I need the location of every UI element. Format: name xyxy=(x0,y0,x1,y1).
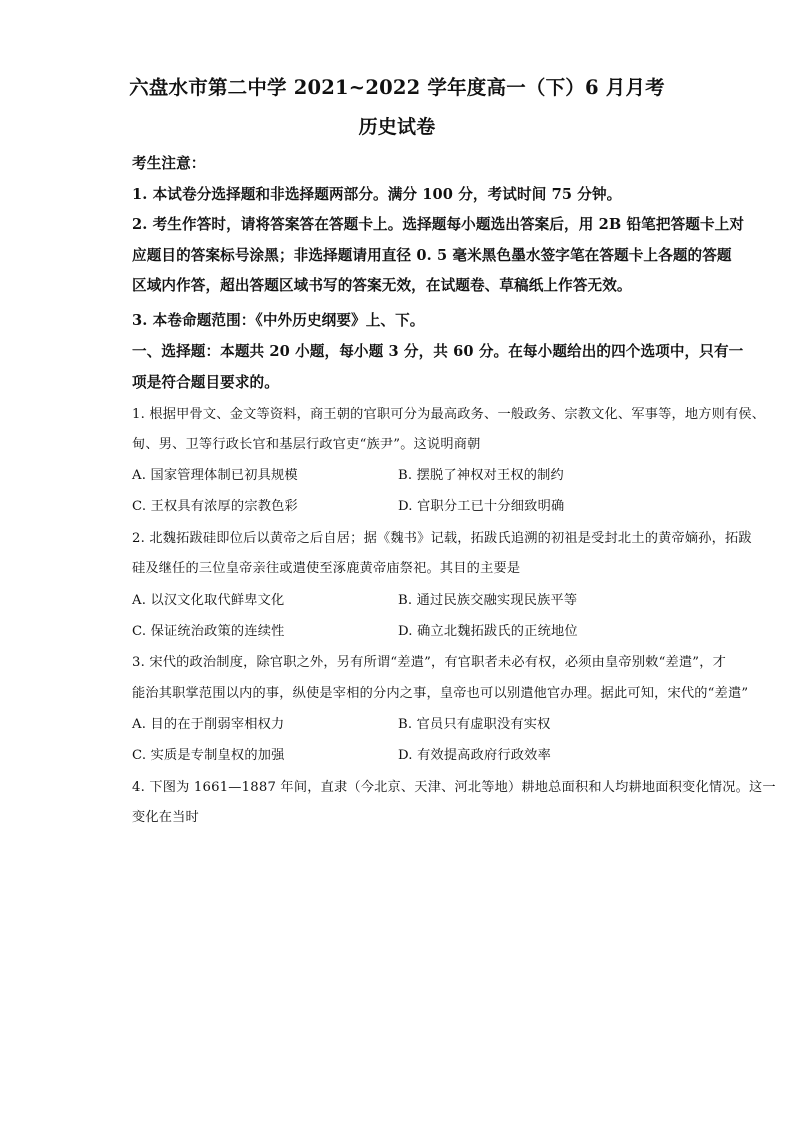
question-2-line-1: 2. 北魏拓跋硅即位后以黄帝之后自居；据《魏书》记载，拓跋氏追溯的初祖是受封北土的黄帝嫡孙，拓跋 xyxy=(132,531,752,546)
notice-line-5: 3. 本卷命题范围：《中外历史纲要》上、下。 xyxy=(132,312,425,329)
section-heading-line-2: 项是符合题目要求的。 xyxy=(132,374,279,391)
question-2-option-c: C. 保证统治政策的连续性 xyxy=(132,624,285,639)
question-1-option-b: B. 摆脱了神权对王权的制约 xyxy=(398,468,564,483)
question-3-option-d: D. 有效提高政府行政效率 xyxy=(398,748,551,763)
question-1-option-c: C. 王权具有浓厚的宗教色彩 xyxy=(132,499,298,514)
question-3-line-2: 能治其职掌范围以内的事，纵使是宰相的分内之事，皇帝也可以别遣他官办理。据此可知，宋代的“差遣” xyxy=(132,686,749,701)
question-1-option-a: A. 国家管理体制已初具规模 xyxy=(132,468,298,483)
question-1-line-1: 1. 根据甲骨文、金文等资料，商王朝的官职可分为最高政务、一般政务、宗教文化、军事等，地方则有侯、 xyxy=(132,407,766,422)
question-1-line-2: 甸、男、卫等行政长官和基层行政官吏“族尹”。这说明商朝 xyxy=(132,437,481,452)
notice-heading: 考生注意： xyxy=(132,155,206,172)
exam-title: 六盘水市第二中学 2021~2022 学年度高一（下）6 月月考 xyxy=(129,76,665,99)
question-2-option-d: D. 确立北魏拓跋氏的正统地位 xyxy=(398,624,578,639)
question-3-option-b: B. 官员只有虚职没有实权 xyxy=(398,717,551,732)
question-2-option-a: A. 以汉文化取代鲜卑文化 xyxy=(132,593,285,608)
exam-subtitle: 历史试卷 xyxy=(358,116,436,138)
question-2-option-b: B. 通过民族交融实现民族平等 xyxy=(398,593,578,608)
question-4-line-2: 变化在当时 xyxy=(132,810,199,825)
question-4-line-1: 4. 下图为 1661—1887 年间，直隶（今北京、天津、河北等地）耕地总面积和人均耕地面积变化情况。这一 xyxy=(132,780,776,795)
question-3-line-1: 3. 宋代的政治制度，除官职之外，另有所谓“差遣”，有官职者未必有权，必须由皇帝别敕“差遣”，才 xyxy=(132,655,727,670)
question-2-line-2: 硅及继任的三位皇帝亲往或遣使至涿鹿黄帝庙祭祀。其目的主要是 xyxy=(132,561,521,576)
notice-line-1: 1. 本试卷分选择题和非选择题两部分。满分 100 分，考试时间 75 分钟。 xyxy=(132,186,622,203)
notice-line-2: 2. 考生作答时，请将答案答在答题卡上。选择题每小题选出答案后，用 2B 铅笔把答题卡上对 xyxy=(132,216,745,233)
question-3-option-a: A. 目的在于削弱宰相权力 xyxy=(132,717,285,732)
section-heading-line-1: 一、选择题：本题共 20 小题，每小题 3 分，共 60 分。在每小题给出的四个选项中，只有一 xyxy=(132,343,744,360)
notice-line-3: 应题目的答案标号涂黑；非选择题请用直径 0. 5 毫米黑色墨水签字笔在答题卡上各题的答题 xyxy=(132,247,732,264)
notice-line-4: 区域内作答，超出答题区域书写的答案无效，在试题卷、草稿纸上作答无效。 xyxy=(132,277,632,294)
question-1-option-d: D. 官职分工已十分细致明确 xyxy=(398,499,565,514)
question-3-option-c: C. 实质是专制皇权的加强 xyxy=(132,748,285,763)
